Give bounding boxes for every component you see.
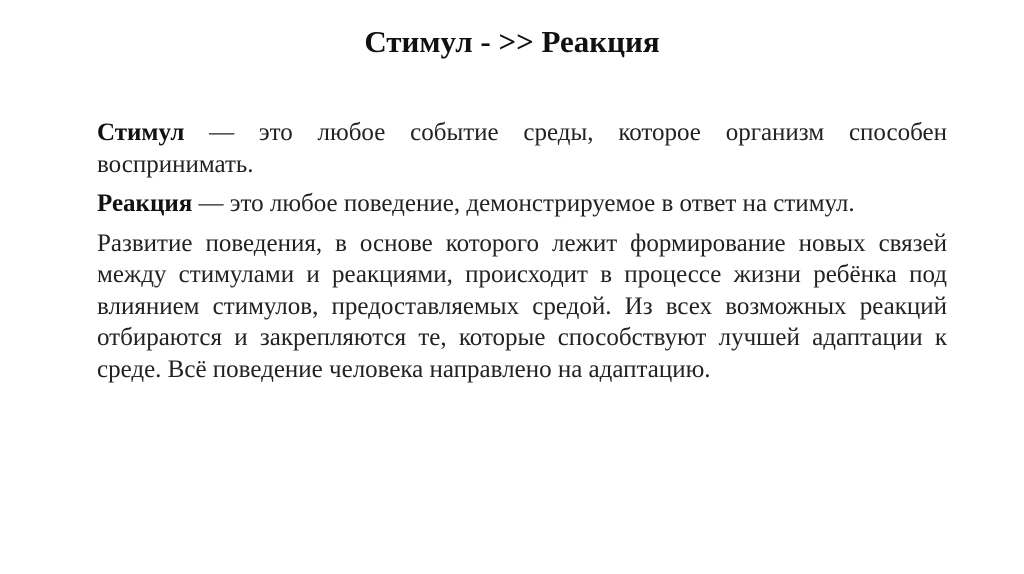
- slide-body: [97, 117, 947, 393]
- definition-reaction-text: — это любое поведение, демонстрируемое в ответ на стимул.: [192, 190, 855, 217]
- definition-stimulus: [97, 117, 947, 180]
- behavior-development-paragraph: [97, 228, 947, 386]
- slide-title: Стимул - >> Реакция: [364, 24, 660, 59]
- definition-reaction: [97, 188, 947, 220]
- definition-stimulus-text: — это любое событие среды, которое организм способен воспринимать.: [97, 119, 947, 178]
- term-reaction: Реакция: [97, 190, 193, 217]
- term-stimulus: Стимул: [97, 119, 185, 146]
- behavior-development-text: Развитие поведения, в основе которого лежит формирование новых связей между стимулами и реакциями, происходит в процессе жизни ребёнка под влиянием стимулов, предоставляемых средой. Из всех возможных реакций отбираются и закрепляются те, которые способствуют лучшей адаптации к среде. Всё поведение человека направлено на адаптацию.: [97, 229, 947, 383]
